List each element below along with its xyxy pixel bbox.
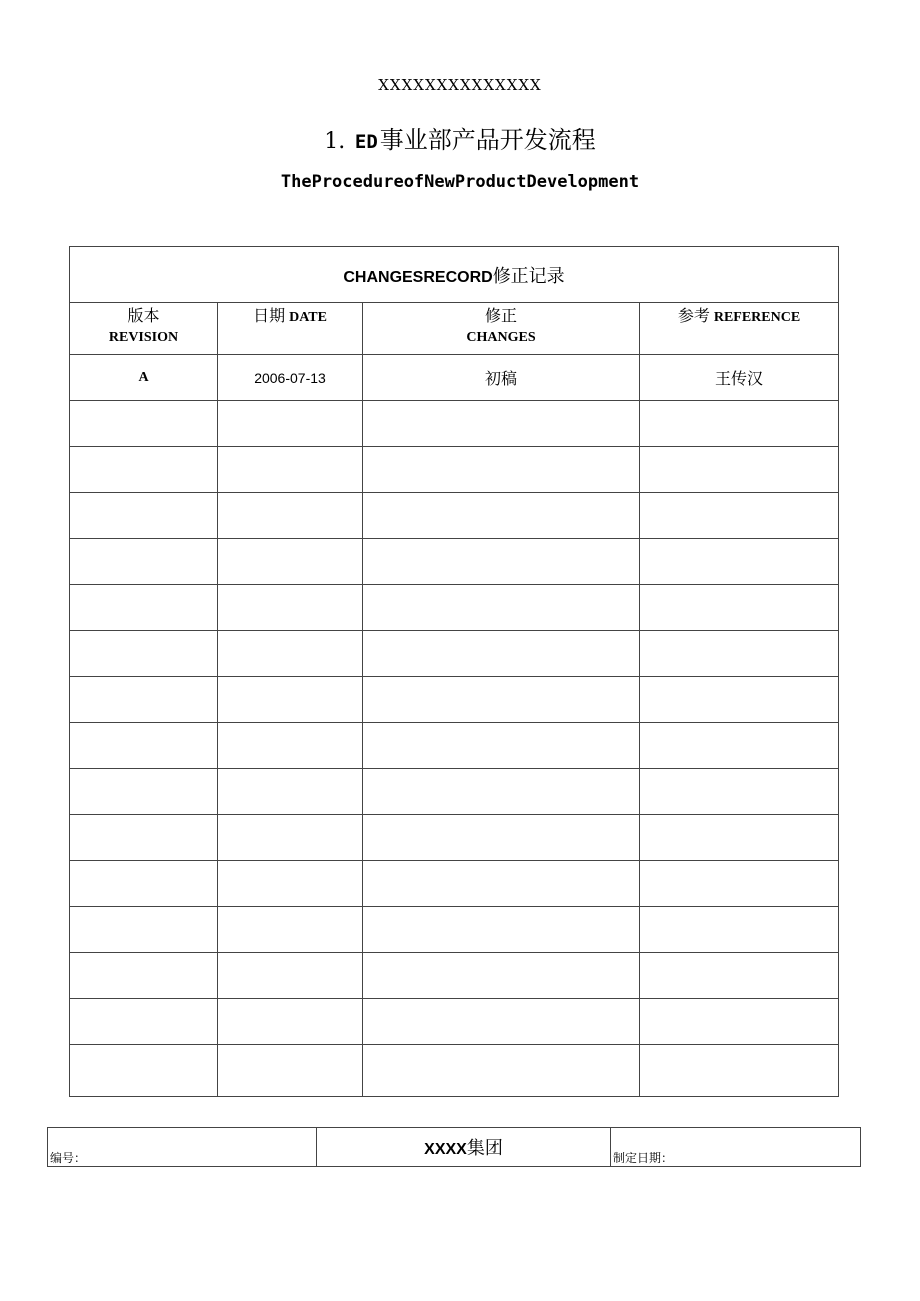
reference-cell — [640, 493, 839, 539]
date-cell — [218, 447, 363, 493]
column-header-en: CHANGES — [466, 330, 536, 345]
table-row — [70, 539, 839, 585]
changes-record-title-zh: 修正记录 — [492, 265, 565, 286]
reference-cell — [640, 1045, 839, 1097]
date-cell — [218, 907, 363, 953]
column-header-en: REVISION — [108, 330, 179, 345]
table-row — [70, 769, 839, 815]
changes-cell — [363, 631, 640, 677]
column-header-revision — [70, 303, 218, 355]
changes-cell — [363, 585, 640, 631]
table-row — [70, 447, 839, 493]
revision-cell — [70, 861, 218, 907]
date-cell — [218, 999, 363, 1045]
document-subtitle: TheProcedureofNewProductDevelopment — [280, 172, 640, 192]
document-title — [0, 120, 920, 155]
table-row — [70, 815, 839, 861]
changes-cell — [363, 447, 640, 493]
group-name — [317, 1128, 611, 1167]
revision-cell — [70, 907, 218, 953]
reference-cell — [640, 539, 839, 585]
changes-cell — [363, 861, 640, 907]
revision-cell — [70, 631, 218, 677]
revision-cell — [70, 539, 218, 585]
date-cell — [218, 723, 363, 769]
reference-cell — [640, 631, 839, 677]
date-cell — [218, 1045, 363, 1097]
changes-record-title-en: CHANGESRECORD — [343, 268, 493, 286]
column-header-zh: 参考 — [677, 306, 710, 325]
changes-cell — [363, 999, 640, 1045]
date-cell — [218, 539, 363, 585]
group-name-zh: 集团 — [466, 1138, 503, 1158]
date-cell — [218, 953, 363, 999]
reference-cell — [640, 907, 839, 953]
group-name-en: XXXX — [424, 1141, 467, 1158]
table-row — [70, 953, 839, 999]
revision-cell — [70, 401, 218, 447]
changes-cell — [363, 493, 640, 539]
changes-cell — [363, 1045, 640, 1097]
changes-cell — [363, 769, 640, 815]
reference-cell — [640, 401, 839, 447]
date-cell — [218, 401, 363, 447]
document-number-label: 编号： — [48, 1128, 317, 1167]
reference-cell — [640, 447, 839, 493]
changes-cell — [363, 953, 640, 999]
column-header-changes — [363, 303, 640, 355]
column-header-zh: 修正 — [484, 306, 517, 325]
revision-cell — [70, 677, 218, 723]
table-row — [70, 861, 839, 907]
revision-cell — [70, 493, 218, 539]
date-cell — [218, 677, 363, 723]
column-header-zh: 版本 — [127, 306, 160, 325]
column-header-en: REFERENCE — [713, 310, 801, 325]
date-cell: 2006-07-13 — [218, 355, 363, 401]
reference-cell — [640, 677, 839, 723]
date-cell — [218, 815, 363, 861]
revision-cell — [70, 953, 218, 999]
reference-cell — [640, 815, 839, 861]
effective-date-label: 制定日期： — [611, 1128, 861, 1167]
title-zh: 事业部产品开发流程 — [379, 126, 596, 154]
table-row — [70, 907, 839, 953]
changes-cell — [363, 723, 640, 769]
reference-cell — [640, 769, 839, 815]
column-header-en: DATE — [289, 310, 327, 325]
revision-cell — [70, 815, 218, 861]
reference-cell: 王传汉 — [640, 355, 839, 401]
table-row — [70, 723, 839, 769]
date-cell — [218, 769, 363, 815]
table-row — [70, 355, 839, 401]
date-cell — [218, 585, 363, 631]
table-row — [70, 677, 839, 723]
column-header-zh: 日期 — [253, 306, 286, 325]
table-row — [70, 999, 839, 1045]
changes-cell — [363, 401, 640, 447]
changes-cell — [363, 539, 640, 585]
changes-cell — [363, 907, 640, 953]
date-cell — [218, 493, 363, 539]
column-header-reference — [640, 303, 839, 355]
reference-cell — [640, 999, 839, 1045]
revision-cell — [70, 585, 218, 631]
revision-cell: A — [70, 355, 218, 401]
revision-cell — [70, 447, 218, 493]
revision-cell — [70, 769, 218, 815]
date-cell — [218, 861, 363, 907]
changes-cell: 初稿 — [363, 355, 640, 401]
title-number: 1. — [324, 129, 346, 154]
reference-cell — [640, 723, 839, 769]
table-row — [70, 585, 839, 631]
reference-cell — [640, 861, 839, 907]
column-header-date — [218, 303, 363, 355]
reference-cell — [640, 585, 839, 631]
table-row — [70, 1045, 839, 1097]
table-row — [70, 631, 839, 677]
table-row — [70, 401, 839, 447]
changes-record-title — [70, 247, 839, 303]
revision-cell — [70, 723, 218, 769]
changes-cell — [363, 815, 640, 861]
changes-record-table — [69, 246, 839, 1097]
document-footer — [47, 1127, 861, 1167]
title-ed: ED — [354, 131, 378, 153]
table-row — [70, 493, 839, 539]
date-cell — [218, 631, 363, 677]
revision-cell — [70, 999, 218, 1045]
changes-cell — [363, 677, 640, 723]
reference-cell — [640, 953, 839, 999]
company-name: XXXXXXXXXXXXXX — [378, 76, 542, 94]
revision-cell — [70, 1045, 218, 1097]
